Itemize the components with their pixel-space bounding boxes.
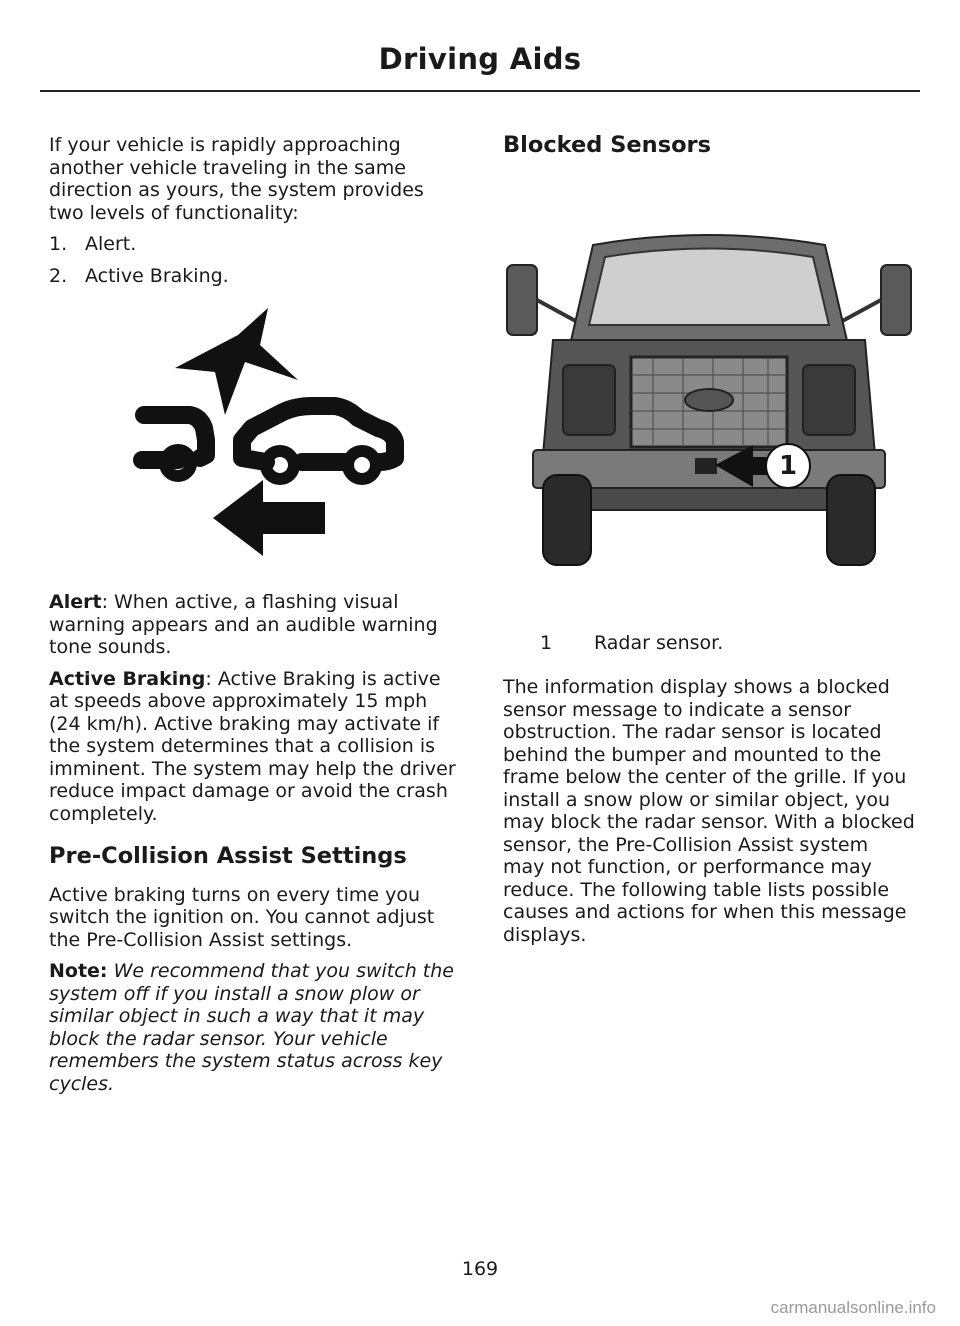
blocked-sensors-paragraph: The information display shows a blocked sensor message to indicate a sensor obstruction. The radar sensor is located behind the bumper and mounted to the frame below the center of the grille. If you install a snow plow or similar object, you may block the radar sensor. With a blocked sensor, the Pre-Collision Assist system may not function, or performance may reduce. The following table lists possible causes and actions for when this message displays. (503, 676, 915, 946)
list-text: Active Braking. (85, 264, 229, 287)
right-mirror (881, 265, 911, 335)
note-label: Note: (49, 960, 108, 982)
note-paragraph (49, 960, 464, 1095)
alert-paragraph (49, 591, 464, 659)
callout-number: 1 (778, 451, 798, 481)
truck-front-illustration (503, 225, 915, 570)
radar-sensor (695, 458, 717, 474)
alert-label: Alert (49, 591, 102, 613)
alert-text: : When active, a flashing visual warning appears and an audible warning tone sounds. (49, 591, 438, 658)
settings-heading: Pre-Collision Assist Settings (49, 843, 407, 869)
list-number: 2. (49, 264, 68, 287)
right-column-top (503, 134, 915, 157)
braking-text: : Active Braking is active at speeds above approximately 15 mph (24 km/h). Active braking may activate if the system determines that a collision is imminent. The system may help the driver reduce impact damage or avoid the crash completely. (49, 667, 456, 825)
note-text: We recommend that you switch the system off if you install a snow plow or similar object in such a way that it may block the radar sensor. Your vehicle remembers the system status across key cycles. (49, 960, 454, 1095)
list-number: 1. (49, 233, 68, 255)
braking-paragraph (49, 668, 464, 826)
star-burst-icon (175, 308, 298, 415)
left-tire (543, 475, 591, 565)
page-title: Driving Aids (378, 42, 582, 76)
list-item (49, 265, 464, 288)
header-divider (40, 90, 920, 92)
arrow-left-icon (213, 480, 325, 556)
collision-warning-icon (120, 300, 420, 570)
braking-label: Active Braking (49, 667, 206, 690)
legend-text: Radar sensor. (594, 632, 724, 654)
list-item (49, 233, 464, 256)
figure-legend (540, 632, 723, 654)
left-column (49, 134, 464, 1104)
intro-paragraph: If your vehicle is rapidly approaching another vehicle traveling in the same direction as yours, the system provides two levels of functionality: (49, 134, 424, 224)
page-number: 169 (461, 1258, 499, 1280)
right-tire (827, 475, 875, 565)
watermark: carmanualsonline.info (770, 1298, 936, 1317)
blocked-sensors-heading: Blocked Sensors (503, 132, 712, 158)
left-mirror (507, 265, 537, 335)
legend-number: 1 (540, 632, 553, 654)
list-text: Alert. (85, 233, 137, 255)
settings-paragraph: Active braking turns on every time you switch the ignition on. You cannot adjust the Pre-Collision Assist settings. (49, 883, 435, 951)
